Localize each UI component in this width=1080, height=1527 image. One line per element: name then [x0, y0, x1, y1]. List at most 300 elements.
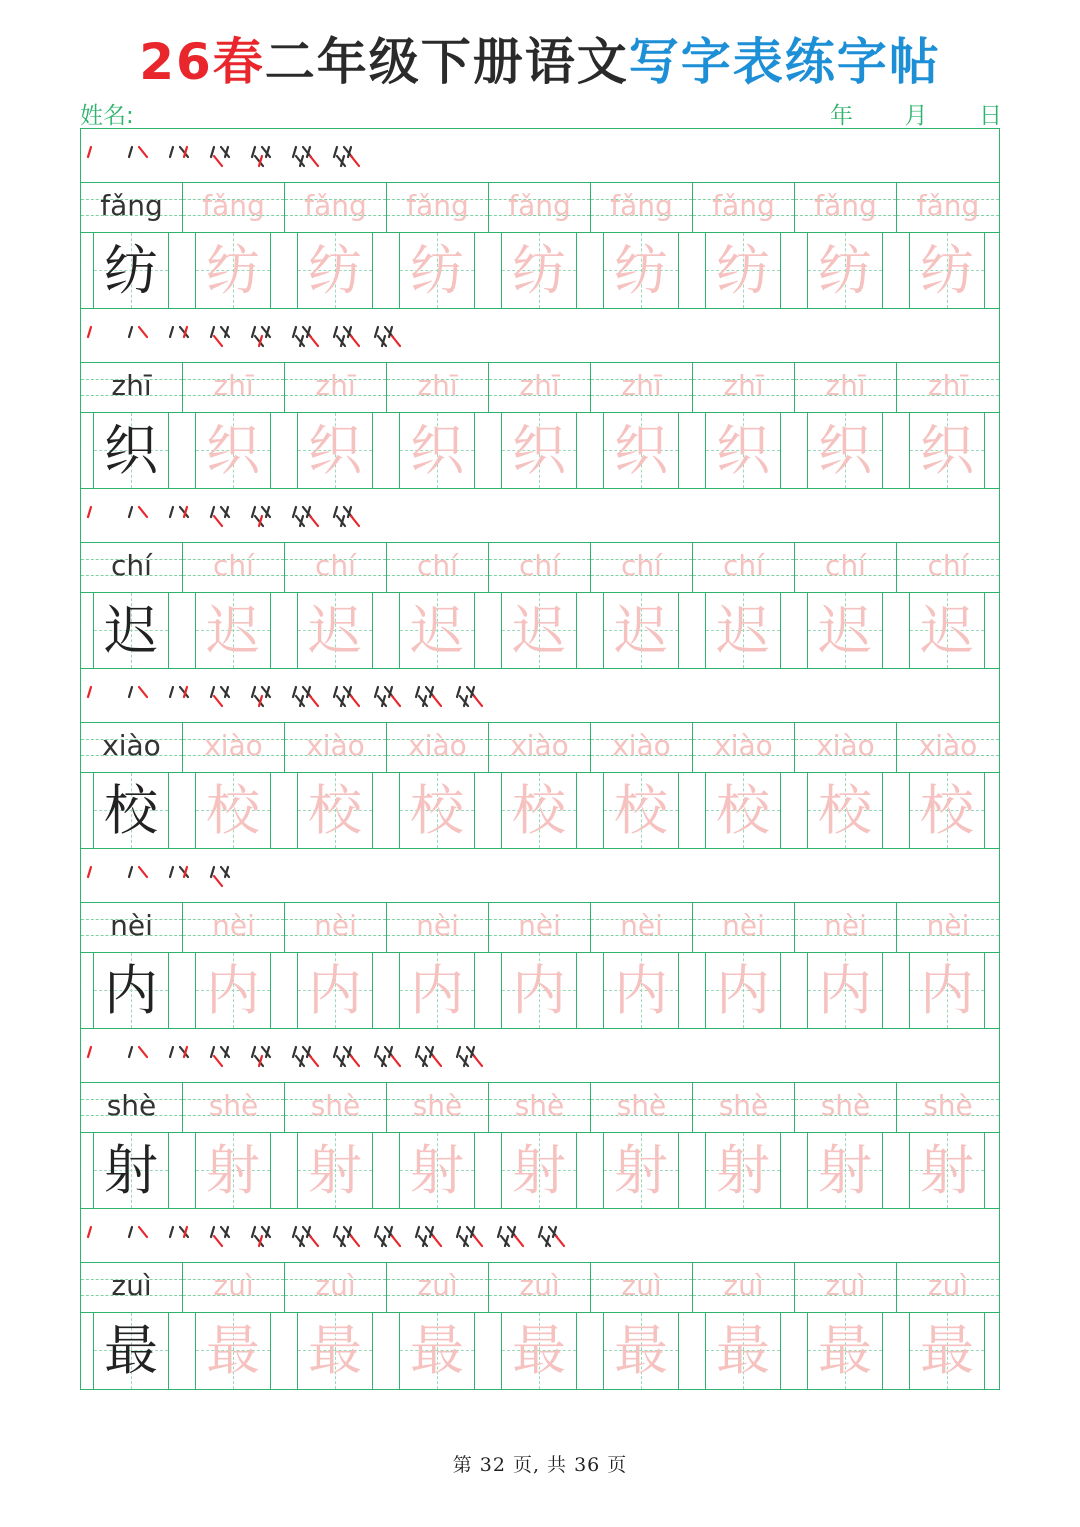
trace-character: 纺 [920, 239, 974, 302]
tian-grid-box [93, 1313, 169, 1389]
tian-grid-box [399, 593, 475, 668]
pinyin-trace: chí [723, 549, 764, 582]
tian-grid-box [195, 593, 271, 668]
pinyin-cell [693, 183, 795, 232]
tian-grid-box [297, 413, 373, 488]
pinyin-trace: chí [519, 549, 560, 582]
pinyin-cell [81, 1263, 183, 1312]
character-cell [387, 1313, 489, 1389]
char-block [81, 309, 999, 489]
pinyin-trace: shè [718, 1089, 769, 1122]
trace-character: 最 [614, 1319, 668, 1382]
trace-character: 织 [308, 419, 362, 482]
character-cell [81, 1133, 183, 1208]
model-character: 迟 [104, 599, 158, 662]
stroke-step [170, 687, 188, 697]
trace-character: 织 [512, 419, 566, 482]
pinyin-trace: zhī [213, 369, 254, 402]
character-cell [489, 413, 591, 488]
trace-character: 内 [920, 959, 974, 1022]
tian-grid-box [909, 773, 985, 848]
pinyin-trace: zhī [825, 369, 866, 402]
character-cell [795, 953, 897, 1028]
pinyin-trace: shè [616, 1089, 667, 1122]
tian-grid-box [603, 773, 679, 848]
stroke-step [539, 1227, 564, 1246]
tian-grid-box [93, 593, 169, 668]
pinyin-cell [285, 903, 387, 952]
trace-character: 射 [410, 1139, 464, 1202]
pinyin-trace: chí [927, 549, 969, 582]
pinyin-trace: fǎng [610, 189, 673, 222]
pinyin-trace: shè [514, 1089, 565, 1122]
trace-character: 内 [716, 959, 770, 1022]
tian-grid-box [297, 773, 373, 848]
stroke-step [457, 1047, 482, 1066]
pinyin-cell [183, 903, 285, 952]
pinyin-cell [285, 363, 387, 412]
tian-grid-box [603, 953, 679, 1028]
tian-grid-box [501, 773, 577, 848]
pinyin-trace: nèi [518, 909, 561, 942]
pinyin-trace: zuì [927, 1269, 969, 1302]
tian-grid-box [399, 773, 475, 848]
character-cell [183, 593, 285, 668]
tian-grid-box [93, 773, 169, 848]
trace-character: 迟 [512, 599, 566, 662]
tian-grid-box [909, 1133, 985, 1208]
trace-character: 校 [308, 779, 362, 842]
trace-character: 校 [818, 779, 872, 842]
pinyin-cell [183, 723, 285, 772]
model-character: 最 [104, 1319, 158, 1382]
trace-character: 校 [410, 779, 464, 842]
trace-character: 校 [206, 779, 260, 842]
stroke-step [129, 687, 147, 697]
pinyin-trace: chí [621, 549, 662, 582]
pinyin-row [81, 723, 999, 773]
trace-character: 织 [206, 419, 260, 482]
trace-character: 校 [512, 779, 566, 842]
tian-grid-box [807, 233, 883, 308]
pinyin-cell [591, 723, 693, 772]
model-character: 织 [104, 419, 158, 482]
trace-character: 最 [920, 1319, 974, 1382]
pinyin-cell [795, 723, 897, 772]
character-cell [489, 773, 591, 848]
pinyin-label: xiào [102, 729, 161, 762]
character-row [81, 413, 999, 489]
tian-grid-box [705, 953, 781, 1028]
tian-grid-box [705, 593, 781, 668]
trace-character: 迟 [206, 599, 260, 662]
character-cell [387, 1133, 489, 1208]
tian-grid-box [909, 1313, 985, 1389]
trace-character: 校 [716, 779, 770, 842]
trace-character: 最 [716, 1319, 770, 1382]
character-cell [81, 233, 183, 308]
pinyin-trace: xiào [510, 729, 569, 762]
stroke-step [375, 327, 400, 346]
pinyin-trace: nèi [824, 909, 867, 942]
tian-grid-box [909, 953, 985, 1028]
stroke-step [170, 327, 188, 337]
tian-grid-box [705, 413, 781, 488]
character-cell [387, 413, 489, 488]
trace-character: 内 [308, 959, 362, 1022]
pinyin-cell [693, 723, 795, 772]
character-cell [693, 413, 795, 488]
trace-character: 射 [716, 1139, 770, 1202]
pinyin-cell [693, 1263, 795, 1312]
trace-character: 迟 [308, 599, 362, 662]
pinyin-cell [591, 363, 693, 412]
tian-grid-box [195, 233, 271, 308]
stroke-step [334, 1227, 359, 1246]
stroke-step [252, 327, 270, 346]
trace-character: 最 [512, 1319, 566, 1382]
pinyin-cell [285, 1083, 387, 1132]
pinyin-trace: xiào [408, 729, 467, 762]
pinyin-cell [897, 1083, 999, 1132]
stroke-order-row [81, 489, 999, 543]
character-cell [591, 233, 693, 308]
trace-character: 射 [308, 1139, 362, 1202]
trace-character: 迟 [614, 599, 668, 662]
pinyin-cell [81, 543, 183, 592]
stroke-step [170, 1227, 188, 1237]
trace-character: 纺 [206, 239, 260, 302]
stroke-order-steps [81, 1029, 981, 1083]
trace-character: 最 [206, 1319, 260, 1382]
pinyin-cell [591, 1083, 693, 1132]
character-cell [591, 1133, 693, 1208]
character-cell [489, 1133, 591, 1208]
pinyin-cell [81, 183, 183, 232]
tian-grid-box [297, 1133, 373, 1208]
tian-grid-box [93, 413, 169, 488]
character-cell [285, 773, 387, 848]
pinyin-cell [897, 903, 999, 952]
pinyin-cell [285, 543, 387, 592]
title-middle: 二年级下册语文 [264, 33, 629, 91]
model-character: 校 [104, 779, 158, 842]
pinyin-cell [795, 363, 897, 412]
character-cell [897, 773, 999, 848]
trace-character: 校 [920, 779, 974, 842]
stroke-step [170, 147, 188, 157]
character-cell [897, 233, 999, 308]
stroke-step [211, 327, 229, 346]
character-cell [81, 773, 183, 848]
pinyin-row [81, 543, 999, 593]
character-cell [693, 1133, 795, 1208]
trace-character: 射 [920, 1139, 974, 1202]
pinyin-label: nèi [110, 909, 153, 942]
stroke-step [375, 1047, 400, 1066]
tian-grid-box [807, 1313, 883, 1389]
character-row [81, 233, 999, 309]
tian-grid-box [93, 1133, 169, 1208]
trace-character: 迟 [410, 599, 464, 662]
pinyin-cell [897, 543, 999, 592]
stroke-order-row [81, 1029, 999, 1083]
pinyin-label: zuì [111, 1269, 152, 1302]
character-cell [897, 413, 999, 488]
trace-character: 内 [410, 959, 464, 1022]
pinyin-cell [489, 1263, 591, 1312]
pinyin-trace: fǎng [508, 189, 571, 222]
name-label: 姓名: [80, 103, 134, 129]
pinyin-trace: fǎng [916, 189, 980, 222]
character-cell [693, 773, 795, 848]
stroke-step [252, 507, 270, 526]
stroke-step [334, 1047, 359, 1066]
character-cell [591, 593, 693, 668]
pinyin-trace: zhī [315, 369, 356, 402]
character-cell [591, 1313, 693, 1389]
pinyin-cell [183, 363, 285, 412]
stroke-step [252, 1047, 270, 1066]
trace-character: 迟 [920, 599, 974, 662]
pinyin-cell [81, 903, 183, 952]
tian-grid-box [93, 953, 169, 1028]
stroke-step [293, 327, 318, 346]
pinyin-trace: zhī [417, 369, 458, 402]
pinyin-label: zhī [111, 369, 152, 402]
trace-character: 纺 [410, 239, 464, 302]
pinyin-cell [795, 183, 897, 232]
tian-grid-box [909, 233, 985, 308]
tian-grid-box [195, 1133, 271, 1208]
stroke-step [88, 147, 91, 157]
stroke-order-steps [81, 489, 981, 543]
character-row [81, 1133, 999, 1209]
pinyin-trace: xiào [306, 729, 365, 762]
character-cell [285, 233, 387, 308]
char-block [81, 1029, 999, 1209]
tian-grid-box [603, 593, 679, 668]
stroke-step [88, 507, 91, 517]
character-cell [81, 953, 183, 1028]
character-cell [81, 413, 183, 488]
trace-character: 织 [614, 419, 668, 482]
stroke-order-row [81, 1209, 999, 1263]
character-cell [489, 1313, 591, 1389]
pinyin-trace: nèi [416, 909, 459, 942]
character-row [81, 1313, 999, 1389]
tian-grid-box [603, 413, 679, 488]
trace-character: 纺 [716, 239, 770, 302]
tian-grid-box [399, 1133, 475, 1208]
trace-character: 织 [410, 419, 464, 482]
stroke-step [88, 1047, 91, 1057]
trace-character: 内 [206, 959, 260, 1022]
char-block [81, 849, 999, 1029]
pinyin-cell [387, 1083, 489, 1132]
character-cell [489, 233, 591, 308]
pinyin-row [81, 1263, 999, 1313]
tian-grid-box [297, 1313, 373, 1389]
pinyin-cell [489, 363, 591, 412]
trace-character: 最 [308, 1319, 362, 1382]
model-character: 射 [104, 1139, 158, 1202]
stroke-order-steps [81, 129, 981, 183]
tian-grid-box [93, 233, 169, 308]
stroke-step [211, 1047, 229, 1066]
pinyin-cell [387, 543, 489, 592]
trace-character: 射 [818, 1139, 872, 1202]
stroke-order-row [81, 309, 999, 363]
tian-grid-box [705, 773, 781, 848]
tian-grid-box [195, 773, 271, 848]
pinyin-cell [897, 723, 999, 772]
character-cell [285, 1313, 387, 1389]
trace-character: 纺 [818, 239, 872, 302]
stroke-step [252, 147, 270, 166]
pinyin-cell [285, 723, 387, 772]
pinyin-trace: zuì [723, 1269, 764, 1302]
pinyin-row [81, 183, 999, 233]
tian-grid-box [909, 413, 985, 488]
stroke-step [88, 327, 91, 337]
stroke-step [334, 507, 359, 526]
pinyin-label: fǎng [100, 189, 163, 222]
title-suffix: 写字表练字帖 [628, 33, 941, 91]
page-number: 第 32 页, 共 36 页 [452, 1454, 628, 1476]
stroke-step [457, 687, 482, 706]
character-cell [591, 413, 693, 488]
pinyin-row [81, 903, 999, 953]
stroke-step [129, 867, 147, 877]
character-cell [81, 593, 183, 668]
tian-grid-box [501, 953, 577, 1028]
character-cell [693, 233, 795, 308]
character-cell [183, 233, 285, 308]
date-labels [830, 97, 1002, 129]
pinyin-trace: nèi [314, 909, 357, 942]
character-cell [795, 1313, 897, 1389]
pinyin-trace: xiào [612, 729, 671, 762]
character-cell [489, 593, 591, 668]
pinyin-trace: fǎng [712, 189, 775, 222]
character-row [81, 953, 999, 1029]
pinyin-trace: zuì [825, 1269, 866, 1302]
model-character: 纺 [104, 239, 158, 302]
pinyin-cell [387, 363, 489, 412]
pinyin-trace: nèi [212, 909, 255, 942]
pinyin-cell [591, 183, 693, 232]
pinyin-cell [387, 1263, 489, 1312]
stroke-step [293, 147, 318, 166]
character-cell [183, 953, 285, 1028]
tian-grid-box [399, 1313, 475, 1389]
stroke-step [129, 327, 147, 337]
pinyin-trace: shè [208, 1089, 259, 1122]
trace-character: 射 [512, 1139, 566, 1202]
stroke-step [88, 687, 91, 697]
character-cell [693, 1313, 795, 1389]
trace-character: 纺 [308, 239, 362, 302]
character-cell [387, 233, 489, 308]
stroke-order-row [81, 849, 999, 903]
stroke-step [211, 867, 229, 886]
tian-grid-box [807, 773, 883, 848]
tian-grid-box [399, 233, 475, 308]
character-cell [81, 1313, 183, 1389]
trace-character: 内 [614, 959, 668, 1022]
char-block [81, 489, 999, 669]
pinyin-trace: nèi [722, 909, 765, 942]
stroke-step [293, 507, 318, 526]
trace-character: 内 [512, 959, 566, 1022]
stroke-step [170, 507, 188, 517]
pinyin-cell [81, 1083, 183, 1132]
pinyin-cell [183, 543, 285, 592]
trace-character: 迟 [818, 599, 872, 662]
character-cell [591, 953, 693, 1028]
stroke-step [293, 687, 318, 706]
pinyin-trace: xiào [816, 729, 875, 762]
character-cell [285, 953, 387, 1028]
stroke-step [416, 1227, 441, 1246]
pinyin-trace: xiào [714, 729, 773, 762]
practice-sheet [80, 128, 1000, 1390]
tian-grid-box [501, 233, 577, 308]
pinyin-cell [795, 543, 897, 592]
pinyin-trace: fǎng [202, 189, 265, 222]
pinyin-trace: chí [315, 549, 356, 582]
pinyin-cell [387, 903, 489, 952]
pinyin-trace: chí [825, 549, 866, 582]
pinyin-row [81, 1083, 999, 1133]
pinyin-cell [387, 723, 489, 772]
tian-grid-box [297, 593, 373, 668]
tian-grid-box [297, 233, 373, 308]
tian-grid-box [807, 1133, 883, 1208]
stroke-order-row [81, 669, 999, 723]
pinyin-cell [795, 1263, 897, 1312]
tian-grid-box [195, 953, 271, 1028]
trace-character: 射 [614, 1139, 668, 1202]
pinyin-cell [81, 723, 183, 772]
pinyin-trace: nèi [926, 909, 970, 942]
pinyin-cell [693, 543, 795, 592]
stroke-step [211, 1227, 229, 1246]
character-cell [897, 593, 999, 668]
pinyin-trace: zuì [213, 1269, 254, 1302]
tian-grid-box [807, 953, 883, 1028]
pinyin-trace: shè [310, 1089, 361, 1122]
pinyin-cell [795, 903, 897, 952]
stroke-step [252, 687, 270, 706]
pinyin-cell [897, 1263, 999, 1312]
tian-grid-box [297, 953, 373, 1028]
trace-character: 迟 [716, 599, 770, 662]
tian-grid-box [603, 1133, 679, 1208]
stroke-step [252, 1227, 270, 1246]
trace-character: 纺 [614, 239, 668, 302]
stroke-step [129, 1227, 147, 1237]
character-cell [183, 1313, 285, 1389]
pinyin-cell [489, 543, 591, 592]
char-block [81, 1209, 999, 1389]
pinyin-trace: fǎng [304, 189, 367, 222]
stroke-step [88, 1227, 91, 1237]
trace-character: 校 [614, 779, 668, 842]
trace-character: 最 [410, 1319, 464, 1382]
pinyin-trace: zuì [621, 1269, 662, 1302]
